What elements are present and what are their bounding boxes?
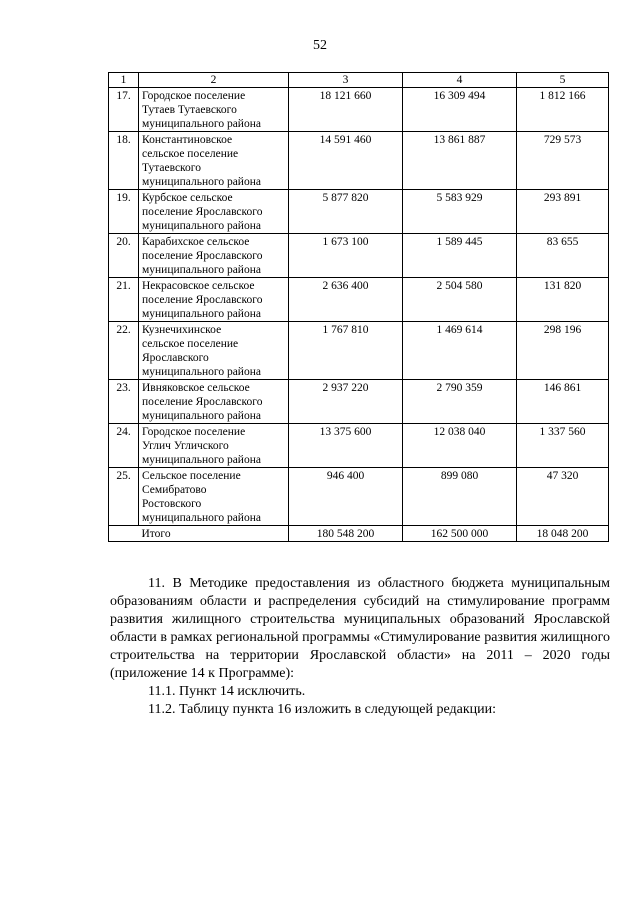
municipality-name-line: сельское поселение bbox=[142, 148, 239, 160]
value-col-3: 13 375 600 bbox=[289, 424, 403, 468]
header-col-5: 5 bbox=[517, 73, 609, 88]
value-col-3: 1 767 810 bbox=[289, 322, 403, 380]
municipality-name-line: Сельское поселение bbox=[142, 470, 241, 482]
municipality-name-line: Кузнечихинское bbox=[142, 324, 222, 336]
subsidy-table bbox=[108, 72, 609, 542]
municipality-name-line: поселение Ярославского bbox=[142, 396, 263, 408]
table-row bbox=[109, 380, 609, 424]
row-number: 21. bbox=[109, 278, 139, 322]
value-col-4: 13 861 887 bbox=[403, 132, 517, 190]
value-col-4: 899 080 bbox=[403, 468, 517, 526]
item-11-2: 11.2. Таблицу пункта 16 изложить в следующей редакции: bbox=[148, 702, 497, 717]
municipality-name-line: муниципального района bbox=[142, 264, 261, 276]
row-number: 22. bbox=[109, 322, 139, 380]
municipality-name-line: муниципального района bbox=[142, 454, 261, 466]
row-number: 25. bbox=[109, 468, 139, 526]
value-col-4: 16 309 494 bbox=[403, 88, 517, 132]
municipality-name-line: муниципального района bbox=[142, 308, 261, 320]
value-col-5: 1 812 166 bbox=[517, 88, 609, 132]
municipality-name-line: муниципального района bbox=[142, 220, 261, 232]
municipality-name-line: Ивняковское сельское bbox=[142, 382, 250, 394]
value-col-5: 131 820 bbox=[517, 278, 609, 322]
municipality-name bbox=[139, 380, 289, 424]
total-label: Итого bbox=[139, 526, 289, 542]
table-row bbox=[109, 234, 609, 278]
value-col-4: 2 504 580 bbox=[403, 278, 517, 322]
municipality-name bbox=[139, 278, 289, 322]
total-row bbox=[109, 526, 609, 542]
total-value-col-5: 18 048 200 bbox=[517, 526, 609, 542]
page-number: 52 bbox=[313, 38, 327, 53]
total-value-col-4: 162 500 000 bbox=[403, 526, 517, 542]
value-col-3: 5 877 820 bbox=[289, 190, 403, 234]
value-col-5: 146 861 bbox=[517, 380, 609, 424]
paragraph-11: 11. В Методике предоставления из областного бюджета муниципальным образованиям области и распределения субсидий на стимулирование программ развития жилищного строительства муниципальных образований Ярославской области в рамках региональной программы «Стимулирование развития жилищного строительства на территории Ярославской области» на 2011 – 2020 годы (приложение 14 к Программе): bbox=[110, 576, 610, 681]
value-col-5: 729 573 bbox=[517, 132, 609, 190]
municipality-name-line: Углич Угличского bbox=[142, 440, 229, 452]
municipality-name-line: сельское поселение bbox=[142, 338, 239, 350]
table-row bbox=[109, 132, 609, 190]
row-number: 24. bbox=[109, 424, 139, 468]
value-col-3: 946 400 bbox=[289, 468, 403, 526]
table-row bbox=[109, 322, 609, 380]
row-number: 17. bbox=[109, 88, 139, 132]
municipality-name bbox=[139, 322, 289, 380]
municipality-name bbox=[139, 234, 289, 278]
row-number: 19. bbox=[109, 190, 139, 234]
row-number: 23. bbox=[109, 380, 139, 424]
municipality-name-line: поселение Ярославского bbox=[142, 206, 263, 218]
table-row bbox=[109, 278, 609, 322]
municipality-name-line: муниципального района bbox=[142, 410, 261, 422]
table-header-row bbox=[109, 73, 609, 88]
municipality-name-line: муниципального района bbox=[142, 118, 261, 130]
header-col-3: 3 bbox=[289, 73, 403, 88]
value-col-4: 1 589 445 bbox=[403, 234, 517, 278]
municipality-name-line: муниципального района bbox=[142, 512, 261, 524]
amendment-text bbox=[110, 575, 610, 719]
row-number: 20. bbox=[109, 234, 139, 278]
header-col-1: 1 bbox=[109, 73, 139, 88]
municipality-name-line: муниципального района bbox=[142, 176, 261, 188]
value-col-3: 14 591 460 bbox=[289, 132, 403, 190]
municipality-name-line: Тутаевского bbox=[142, 162, 201, 174]
value-col-3: 2 937 220 bbox=[289, 380, 403, 424]
municipality-name bbox=[139, 468, 289, 526]
municipality-name-line: Константиновское bbox=[142, 134, 233, 146]
value-col-3: 1 673 100 bbox=[289, 234, 403, 278]
value-col-4: 12 038 040 bbox=[403, 424, 517, 468]
header-col-4: 4 bbox=[403, 73, 517, 88]
header-col-2: 2 bbox=[139, 73, 289, 88]
municipality-name-line: Некрасовское сельское bbox=[142, 280, 255, 292]
value-col-3: 18 121 660 bbox=[289, 88, 403, 132]
value-col-5: 1 337 560 bbox=[517, 424, 609, 468]
municipality-name-line: Карабихское сельское bbox=[142, 236, 250, 248]
municipality-name-line: Ярославского bbox=[142, 352, 209, 364]
value-col-5: 298 196 bbox=[517, 322, 609, 380]
row-number: 18. bbox=[109, 132, 139, 190]
value-col-5: 83 655 bbox=[517, 234, 609, 278]
municipality-name bbox=[139, 190, 289, 234]
municipality-name-line: поселение Ярославского bbox=[142, 250, 263, 262]
total-value-col-3: 180 548 200 bbox=[289, 526, 403, 542]
municipality-name-line: поселение Ярославского bbox=[142, 294, 263, 306]
municipality-name-line: Городское поселение bbox=[142, 90, 246, 102]
municipality-name-line: Курбское сельское bbox=[142, 192, 233, 204]
item-11-1: 11.1. Пункт 14 исключить. bbox=[148, 684, 306, 699]
municipality-name bbox=[139, 132, 289, 190]
table-row bbox=[109, 190, 609, 234]
municipality-name-line: Ростовского bbox=[142, 498, 202, 510]
municipality-name bbox=[139, 424, 289, 468]
value-col-4: 5 583 929 bbox=[403, 190, 517, 234]
municipality-name bbox=[139, 88, 289, 132]
value-col-3: 2 636 400 bbox=[289, 278, 403, 322]
municipality-name-line: Тутаев Тутаевского bbox=[142, 104, 237, 116]
total-number-cell bbox=[109, 526, 139, 542]
value-col-4: 2 790 359 bbox=[403, 380, 517, 424]
table-row bbox=[109, 88, 609, 132]
municipality-name-line: муниципального района bbox=[142, 366, 261, 378]
value-col-5: 293 891 bbox=[517, 190, 609, 234]
municipality-name-line: Семибратово bbox=[142, 484, 207, 496]
table-row bbox=[109, 424, 609, 468]
municipality-name-line: Городское поселение bbox=[142, 426, 246, 438]
value-col-4: 1 469 614 bbox=[403, 322, 517, 380]
value-col-5: 47 320 bbox=[517, 468, 609, 526]
table-row bbox=[109, 468, 609, 526]
